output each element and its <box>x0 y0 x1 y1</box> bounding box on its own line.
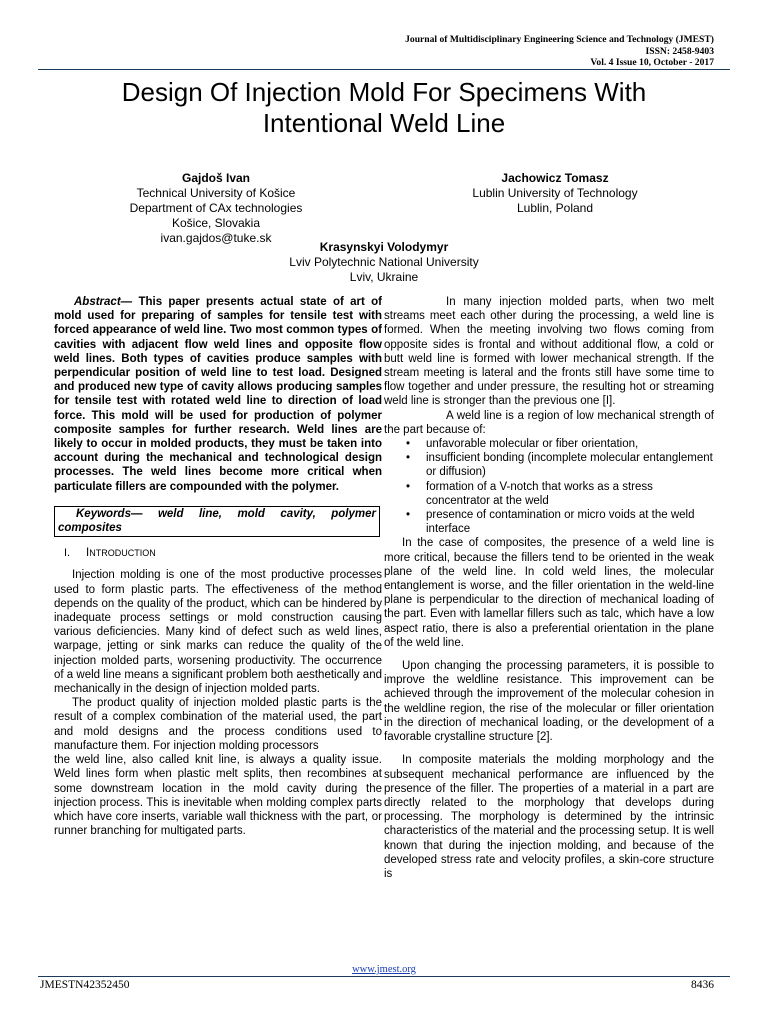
list-item-text: insufficient bonding (incomplete molecular entanglement or diffusion) <box>426 452 713 479</box>
body-paragraph: In the case of composites, the presence of a weld line is more critical, because the fillers tend to be oriented in the weak plane of the weld line. In cold weld lines, the molecular entanglement is worse, and the filler orientation in the weld-line plane is perpendicular to the direction of mechanical loading of the part. Even with lamellar fillers such as talc, which have a low aspect ratio, there is also a preferential orientation in the plane of the weld line. <box>384 537 714 649</box>
section-title-initial: I <box>86 547 90 560</box>
author-affiliation: Lviv Polytechnic National University <box>289 255 479 269</box>
author-department: Department of CAx technologies <box>129 201 303 215</box>
list-item <box>406 480 714 508</box>
bullet-icon: • <box>406 438 411 451</box>
journal-volume: Vol. 4 Issue 10, October - 2017 <box>590 57 714 68</box>
author-email: ivan.gajdos@tuke.sk <box>160 231 272 245</box>
right-column <box>384 295 714 881</box>
author-name: Krasynskyi Volodymyr <box>319 240 449 254</box>
list-item-text: formation of a V-notch that works as a stress concentrator at the weld <box>426 480 653 507</box>
list-item-text: presence of contamination or micro voids at the weld interface <box>426 509 695 536</box>
body-paragraph: In many injection molded parts, when two melt streams meet each other during the processing, a weld line is formed. When the meeting involving two flows coming from opposite sides is frontal and without additional flow, a cold or butt weld line is formed with lower mechanical strength. If the stream meeting is lateral and the fronts still have some time to flow together and under pressure, the resulting hot or streaming weld line is stronger than the previous one [I]. <box>384 296 714 408</box>
journal-issn: ISSN: 2458-9403 <box>645 45 714 57</box>
keywords-box: Keywords— weld line, mold cavity, polymer composites <box>54 506 380 537</box>
author-affiliation: Technical University of Košice <box>136 186 296 200</box>
author-name: Jachowicz Tomasz <box>501 171 609 185</box>
footer-page-number: 8436 <box>691 979 714 991</box>
section-title-rest: NTRODUCTION <box>89 548 156 559</box>
list-item <box>406 508 714 536</box>
header-rule <box>38 69 730 70</box>
list-item-text: unfavorable molecular or fiber orientation, <box>426 438 639 451</box>
section-number: I. <box>64 547 71 560</box>
title-line-2: Intentional Weld Line <box>262 108 506 138</box>
paper-title <box>40 77 728 139</box>
abstract-label: Abstract <box>74 296 121 308</box>
bullet-icon: • <box>406 452 411 465</box>
body-paragraph: A weld line is a region of low mechanical strength of the part because of: <box>384 409 714 436</box>
footer-paper-id: JMESTN42352450 <box>40 979 130 991</box>
footer-journal-link[interactable]: www.jmest.org <box>352 964 416 975</box>
body-paragraph: Upon changing the processing parameters, it is possible to improve the weldline resistance. This improvement can be achieved through the improvement of the molecular cohesion in the weldline region, the rise of the molecular or filler orientation in the direction of mechanical loading, or the development of a favorable crystalline structure [2]. <box>384 660 714 744</box>
author-location: Lublin, Poland <box>516 201 594 215</box>
abstract-text: — This paper presents actual state of art of mold used for preparing of samples for tensile test with forced appearance of weld line. Two most common types of cavities with adjacent flow weld lines and opposite flow weld lines. Both types of cavities produce samples with perpendicular position of weld line to test load. Designed and produced new type of cavity allows producing samples for tensile test with rotated weld line to direction of load force. This mold will be used for production of polymer composite samples for further research. Weld lines are likely to occur in molded products, they must be taken into account during the mechanical and technological design processes. The weld lines become more critical when particulate fillers are compounded with the polymer. <box>54 296 382 493</box>
body-paragraph: Injection molding is one of the most productive processes used to form plastic parts. The effectiveness of the method depends on the quality of the product, which can be hindered by inadequate process settings or mold construction causing various deficiencies. Many kind of defect such as weld lines, warpage, jetting or sink marks can reduce the quality of the injection molded parts, worsening productivity. The occurrence of a weld line means a significant problem both aesthetically and mechanically in the design of injection molded parts. <box>54 569 382 696</box>
body-paragraph: The product quality of injection molded plastic parts is the result of a complex combination of the material used, the part and mold designs and the process conditions used to manufacture them. For injection molding processors <box>54 697 382 752</box>
bullet-icon: • <box>406 509 411 522</box>
author-name: Gajdoš Ivan <box>181 171 251 185</box>
body-paragraph: the weld line, also called knit line, is always a quality issue. Weld lines form when plastic melt splits, then recombines at some downstream location in the mold cavity during the injection process. This is inevitable when molding complex parts which have core inserts, variable wall thickness with the part, or runner branching for multigated parts. <box>54 754 382 838</box>
section-heading-introduction <box>64 546 382 560</box>
author-location: Košice, Slovakia <box>171 216 261 230</box>
author-block-1 <box>116 171 316 246</box>
bullet-list <box>384 437 714 536</box>
journal-header <box>405 34 714 69</box>
body-paragraph: In composite materials the molding morphology and the subsequent mechanical performance are influenced by the presence of the filler. The properties of a material in a part are directly related to the morphology that develops during processing. The morphology is determined by the intrinsic characteristics of the material and the processing setup. It is well known that during the injection molding, and because of the developed stress rate and velocity profiles, a skin-core structure is <box>384 754 714 880</box>
author-location: Lviv, Ukraine <box>349 270 419 284</box>
footer-rule <box>38 976 730 977</box>
bullet-icon: • <box>406 480 411 493</box>
author-block-2 <box>455 171 655 216</box>
journal-name: Journal of Multidisciplinary Engineering Science and Technology (JMEST) <box>405 34 714 45</box>
list-item <box>406 451 714 479</box>
abstract <box>54 295 382 494</box>
title-line-1: Design Of Injection Mold For Specimens With <box>121 77 647 107</box>
list-item <box>406 437 714 451</box>
author-affiliation: Lublin University of Technology <box>472 186 638 200</box>
left-column <box>54 295 382 838</box>
author-block-3 <box>234 240 534 285</box>
